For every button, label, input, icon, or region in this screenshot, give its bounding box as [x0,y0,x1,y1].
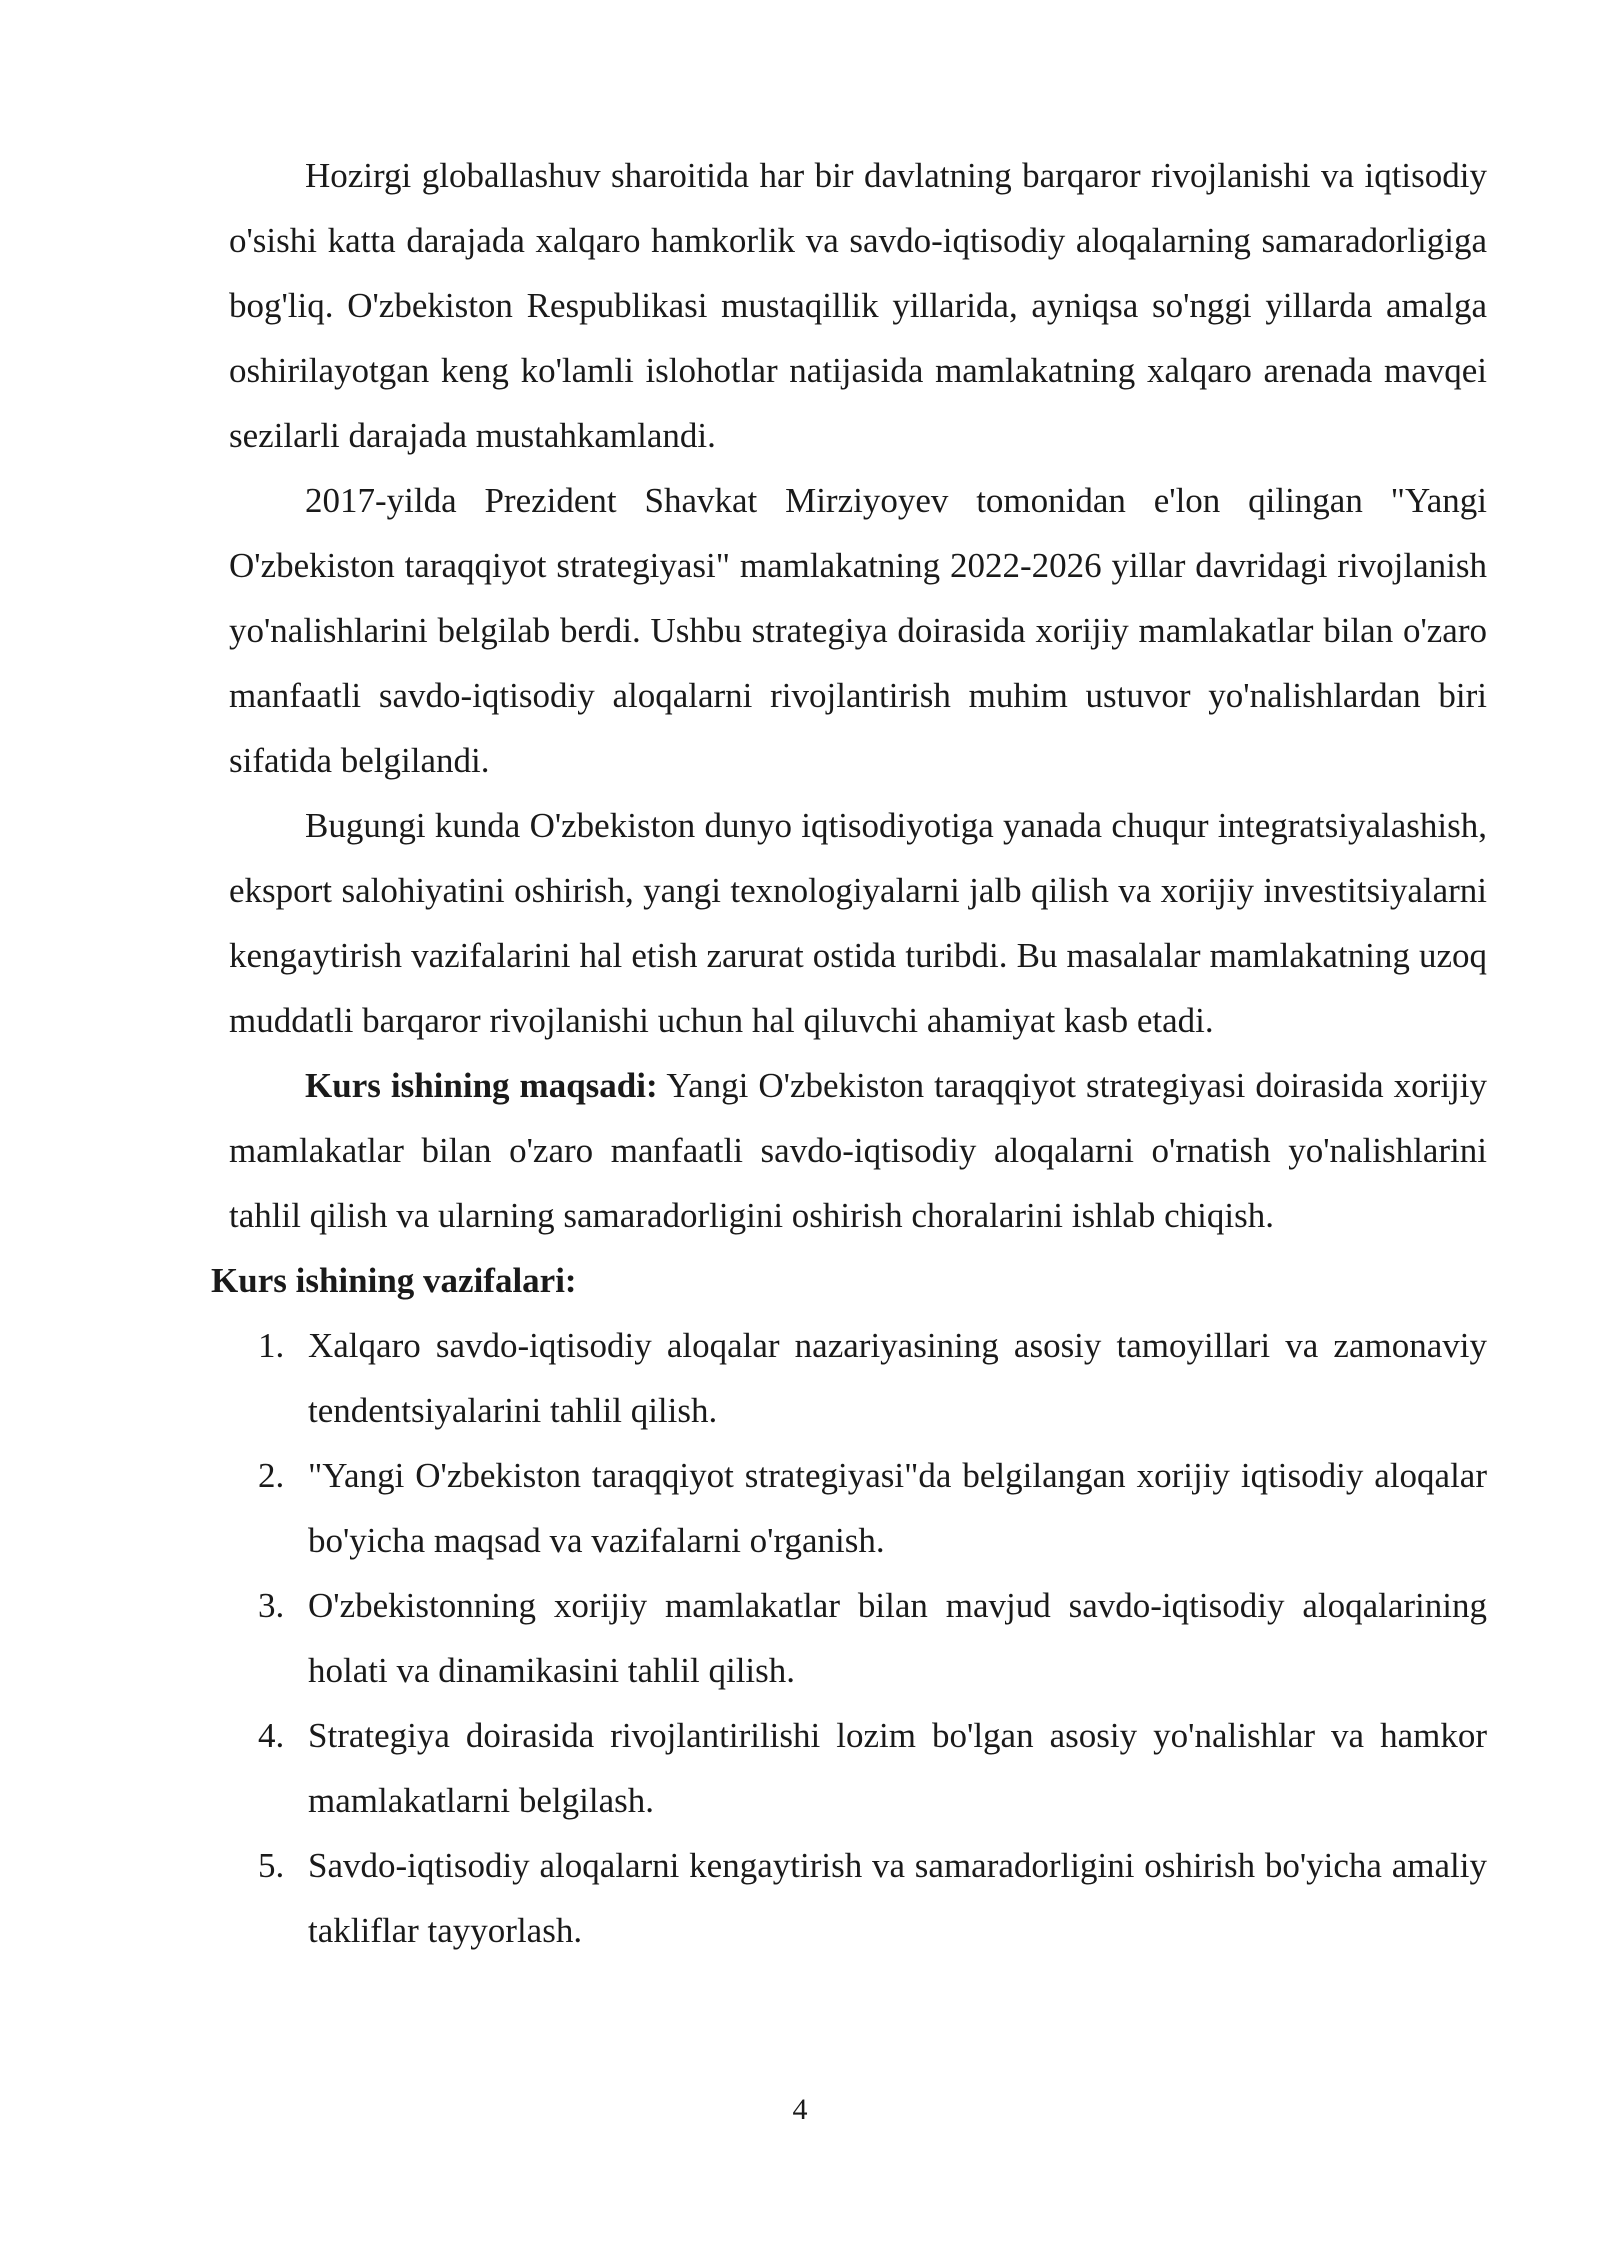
list-item [229,1703,1487,1833]
paragraph-today: Bugungi kunda O'zbekiston dunyo iqtisodiyotiga yanada chuqur integratsiyalashish, eksport salohiyatini oshirish, yangi texnologiyalarni jalb qilish va xorijiy investitsiyalarni kengaytirish vazifalarini hal etish zarurat ostida turibdi. Bu masalalar mamlakatning uzoq muddatli barqaror rivojlanishi uchun hal qiluvchi ahamiyat kasb etadi. [229,806,1487,1040]
list-item-number: 2. [258,1456,285,1495]
list-item-number: 5. [258,1846,285,1885]
paragraph-strategy: 2017-yilda Prezident Shavkat Mirziyoyev tomonidan e'lon qilingan "Yangi O'zbekiston taraqqiyot strategiyasi" mamlakatning 2022-2026 yillar davridagi rivojlanish yo'nalishlarini belgilab berdi. Ushbu strategiya doirasida xorijiy mamlakatlar bilan o'zaro manfaatli savdo-iqtisodiy aloqalarni rivojlantirish muhim ustuvor yo'nalishlardan biri sifatida belgilandi. [229,481,1487,780]
list-item [229,1833,1487,1963]
paragraph-goal [229,1053,1487,1248]
list-item-text: Savdo-iqtisodiy aloqalarni kengaytirish va samaradorligini oshirish bo'yicha amaliy takliflar tayyorlash. [308,1846,1487,1950]
page-body [211,143,1487,1963]
list-item-text: Xalqaro savdo-iqtisodiy aloqalar nazariyasining asosiy tamoyillari va zamonaviy tendentsiyalarini tahlil qilish. [308,1326,1487,1430]
list-item-text: Strategiya doirasida rivojlantirilishi lozim bo'lgan asosiy yo'nalishlar va hamkor mamlakatlarni belgilash. [308,1716,1487,1820]
list-item [229,1443,1487,1573]
list-item-text: "Yangi O'zbekiston taraqqiyot strategiyasi"da belgilangan xorijiy iqtisodiy aloqalar bo'yicha maqsad va vazifalarni o'rganish. [308,1456,1487,1560]
paragraph-intro: Hozirgi globallashuv sharoitida har bir davlatning barqaror rivojlanishi va iqtisodiy o'sishi katta darajada xalqaro hamkorlik va savdo-iqtisodiy aloqalarning samaradorligiga bog'liq. O'zbekiston Respublikasi mustaqillik yillarida, ayniqsa so'nggi yillarda amalga oshirilayotgan keng ko'lamli islohotlar natijasida mamlakatning xalqaro arenada mavqei sezilarli darajada mustahkamlandi. [229,156,1487,455]
goal-text: Yangi O'zbekiston taraqqiyot strategiyasi doirasida xorijiy mamlakatlar bilan o'zaro manfaatli savdo-iqtisodiy aloqalarni o'rnatish yo'nalishlarini tahlil qilish va ularning samaradorligini oshirish choralarini ishlab chiqish. [229,1066,1487,1235]
tasks-heading: Kurs ishining vazifalari: [211,1261,577,1300]
tasks-list [229,1313,1487,1963]
list-item-number: 3. [258,1586,285,1625]
list-item-text: O'zbekistonning xorijiy mamlakatlar bilan mavjud savdo-iqtisodiy aloqalarining holati va dinamikasini tahlil qilish. [308,1586,1487,1690]
list-item-number: 1. [258,1326,285,1365]
list-item [229,1573,1487,1703]
page-number: 4 [792,2093,808,2126]
goal-label: Kurs ishining maqsadi: [305,1066,658,1105]
list-item-number: 4. [258,1716,285,1755]
list-item [229,1313,1487,1443]
